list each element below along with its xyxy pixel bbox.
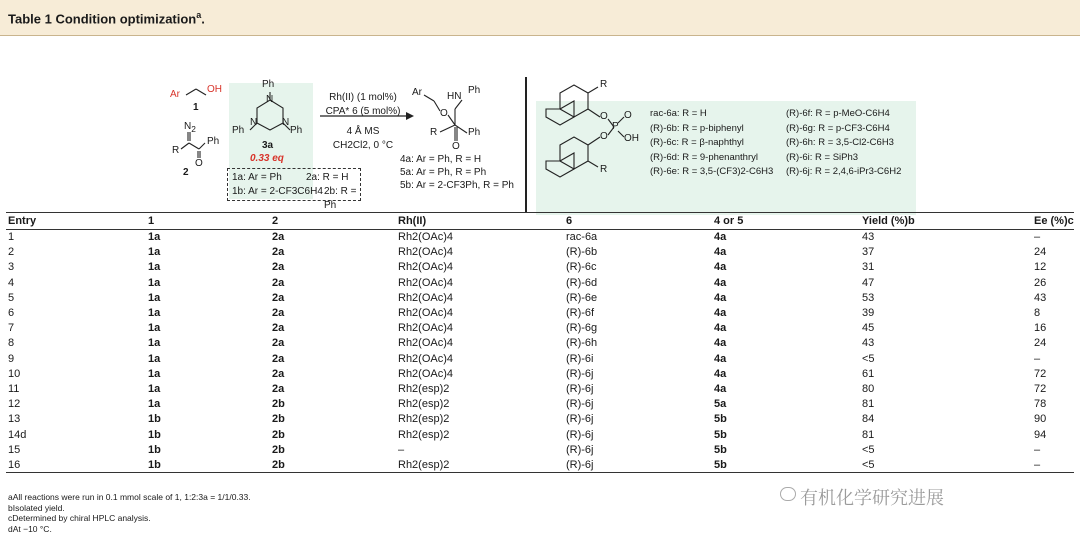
triazine-number: 3a <box>262 140 274 151</box>
table-cell: 4a <box>714 382 727 395</box>
table-cell: 2b <box>272 428 285 441</box>
table-cell: 43 <box>1034 291 1047 304</box>
table-cell: 43 <box>862 337 875 350</box>
table-cell: (R)-6f <box>566 307 595 320</box>
table-cell: Rh2(OAc)4 <box>398 322 454 335</box>
table-cell: 2a <box>272 337 285 350</box>
table-cell: <5 <box>862 443 875 456</box>
scheme-divider <box>525 77 527 213</box>
substrate-key-row-1: 1a: Ar = Ph 2a: R = H <box>232 172 349 183</box>
table-cell: 5a <box>714 398 727 411</box>
table-cell: 1a <box>148 398 161 411</box>
footnotes <box>8 492 251 534</box>
reactant-2-n2: $N_2$ <box>184 121 196 134</box>
table-cell: 37 <box>862 246 875 259</box>
cpa-r-bottom: R <box>600 164 608 175</box>
table-cell: 24 <box>1034 246 1047 259</box>
col-rh: Rh(II) <box>396 213 564 230</box>
table-cell: 43 <box>862 231 875 244</box>
table-cell: Rh2(esp)2 <box>398 398 450 411</box>
table-cell: 1b <box>148 428 161 441</box>
triazine-ph-right: Ph <box>290 125 303 136</box>
table-cell: (R)-6j <box>564 457 712 472</box>
product-ar: Ar <box>412 87 422 98</box>
table-cell: 90 <box>1034 413 1047 426</box>
footnote-b: bIsolated yield. <box>8 502 65 513</box>
cpa-variants-right: (R)-6f: R = p-MeO-C6H4 (R)-6g: R = p-CF3-C6H4 (R)-6h: R = 3,5-Cl2-C6H3 (R)-6i: R = SiPh3 (R)-6j: R = 2,4,6-iPr3-C6H2 <box>786 108 902 178</box>
table-body <box>6 230 1074 473</box>
table-cell: Rh2(esp)2 <box>398 428 450 441</box>
table-cell: 5 <box>8 291 15 304</box>
table-cell: 5b <box>714 413 727 426</box>
table-cell: (R)-6c <box>566 261 597 274</box>
table-cell: (R)-6g <box>566 322 598 335</box>
table-row <box>6 442 1074 457</box>
table-cell: 5b <box>712 457 860 472</box>
table-cell: 1a <box>148 307 161 320</box>
triazine-ph-top: Ph <box>262 79 275 90</box>
table-cell: 9 <box>8 352 15 365</box>
table-cell: Rh2(OAc)4 <box>398 367 454 380</box>
table-row <box>6 412 1074 427</box>
table-row <box>6 230 1074 245</box>
table-cell: 14d <box>8 428 27 441</box>
reaction-conditions-bottom: 4 Å MS CH2Cl2, 0 °C <box>332 126 394 151</box>
table-cell: 4 <box>8 276 15 289</box>
table-cell: 94 <box>1034 428 1047 441</box>
table-row <box>6 305 1074 320</box>
col-yield: Yield (%)b <box>860 213 1032 230</box>
table-cell: (R)-6h <box>566 337 598 350</box>
table-cell: 72 <box>1034 382 1047 395</box>
table-cell: 1a <box>148 246 161 259</box>
reactant-1-oh: OH <box>207 84 222 95</box>
reaction-conditions-top: Rh(II) (1 mol%) CPA* 6 (5 mol%) <box>325 92 401 117</box>
table-cell: (R)-6j <box>566 413 594 426</box>
table-cell: 24 <box>1034 337 1047 350</box>
table-cell: 1a <box>148 322 161 335</box>
table-title: Table 1 Condition optimization$^a$. <box>8 10 205 27</box>
table-cell: 2b <box>272 443 285 456</box>
table-cell: 1a <box>148 367 161 380</box>
reactant-2-number: 2 <box>183 167 189 178</box>
table-cell: 10 <box>8 367 21 380</box>
product-ph: Ph <box>468 85 481 96</box>
table-cell: 2b <box>272 398 285 411</box>
table-cell: 81 <box>862 428 875 441</box>
table-cell: – <box>1034 443 1041 456</box>
table-cell: (R)-6i <box>566 352 594 365</box>
table-cell: Rh2(OAc)4 <box>398 246 454 259</box>
table-cell: 4a <box>714 291 727 304</box>
table-cell: 12 <box>8 398 21 411</box>
table-cell: 2a <box>272 291 285 304</box>
table-cell: Rh2(esp)2 <box>398 382 450 395</box>
table-cell: Rh2(OAc)4 <box>398 352 454 365</box>
product-key: 4a: Ar = Ph, R = H 5a: Ar = Ph, R = Ph 5b: Ar = 2-CF3Ph, R = Ph <box>400 154 514 191</box>
table-cell: 4a <box>714 231 727 244</box>
product-o-ketone: O <box>452 141 460 152</box>
table-row <box>6 427 1074 442</box>
table-cell: 2b <box>270 457 396 472</box>
col-ee: Ee (%)c <box>1032 213 1074 230</box>
wechat-icon <box>780 487 796 501</box>
product-r: R <box>430 127 438 138</box>
reaction-scheme <box>0 37 1080 209</box>
table-cell: (R)-6j <box>566 398 594 411</box>
table-cell: 4a <box>714 337 727 350</box>
reactant-2-bonds <box>181 132 205 158</box>
table-row <box>6 366 1074 381</box>
table-cell: (R)-6b <box>566 246 598 259</box>
table-cell: 1a <box>148 291 161 304</box>
table-cell: 2 <box>8 246 15 259</box>
table-cell: 12 <box>1034 261 1047 274</box>
table-cell: Rh2(esp)2 <box>398 413 450 426</box>
table-cell: 53 <box>862 291 875 304</box>
cpa-r-top: R <box>600 79 608 90</box>
table-cell: 1a <box>148 276 161 289</box>
col-6: 6 <box>564 213 712 230</box>
table-cell: 31 <box>862 261 875 274</box>
table-cell: Rh2(OAc)4 <box>398 231 454 244</box>
table-cell: (R)-6d <box>566 276 598 289</box>
table-cell: 47 <box>862 276 875 289</box>
table-cell: Rh2(OAc)4 <box>398 276 454 289</box>
table-cell: 1 <box>8 231 15 244</box>
table-cell: – <box>1034 352 1041 365</box>
table-cell: 5b <box>714 428 727 441</box>
table-cell: (R)-6j <box>566 428 594 441</box>
table-cell: (R)-6e <box>566 291 598 304</box>
substrate-key-row-2: 1b: Ar = 2-CF3C6H4 2b: R = Ph <box>232 186 357 211</box>
table-cell: 2a <box>272 246 285 259</box>
optimization-table <box>6 212 1074 473</box>
cpa-o-lower: O <box>600 131 608 142</box>
table-cell: 2a <box>272 382 285 395</box>
reactant-2-o: O <box>195 158 203 169</box>
table-cell: Rh2(esp)2 <box>396 457 564 472</box>
footnote-d: dAt −10 °C. <box>8 523 52 534</box>
table-cell: Rh2(OAc)4 <box>398 261 454 274</box>
table-cell: – <box>398 443 405 456</box>
table-cell: 84 <box>862 413 875 426</box>
table-row <box>6 245 1074 260</box>
table-cell: 39 <box>862 307 875 320</box>
table-cell: 2a <box>272 352 285 365</box>
table-cell: 15 <box>8 443 21 456</box>
cpa-p: P <box>612 121 619 132</box>
table-cell: 81 <box>862 398 875 411</box>
table-cell: 4a <box>714 307 727 320</box>
table-cell: 4a <box>714 352 727 365</box>
table-cell: 1b <box>148 443 161 456</box>
table-cell: 2b <box>272 413 285 426</box>
table-cell: 4a <box>714 246 727 259</box>
table-cell: 4a <box>714 367 727 380</box>
table-cell: Rh2(OAc)4 <box>398 337 454 350</box>
table-title-bar <box>0 0 1080 36</box>
table-cell: rac-6a <box>566 231 598 244</box>
table-cell: 2a <box>272 231 285 244</box>
table-cell: – <box>1034 231 1041 244</box>
reactant-2-ph: Ph <box>207 136 220 147</box>
footnote-c: cDetermined by chiral HPLC analysis. <box>8 513 151 523</box>
table-row <box>6 321 1074 336</box>
product-hn: HN <box>447 91 462 102</box>
reactant-2-r: R <box>172 145 180 156</box>
table-cell: 61 <box>862 367 875 380</box>
table-cell: <5 <box>862 352 875 365</box>
table-cell: 4a <box>714 261 727 274</box>
table-cell: 13 <box>8 413 21 426</box>
table-cell: 16 <box>1034 322 1047 335</box>
col-entry: Entry <box>6 213 146 230</box>
cpa-p-oxo: O <box>624 110 632 121</box>
table-cell: 1a <box>148 261 161 274</box>
col-product: 4 or 5 <box>712 213 860 230</box>
table-cell: 5b <box>714 443 727 456</box>
table-cell: (R)-6j <box>566 382 594 395</box>
substrate-key-box <box>227 168 361 211</box>
triazine-n-left: N <box>250 117 258 128</box>
triazine-ph-left: Ph <box>232 125 245 136</box>
triazine-equivalents: 0.33 eq <box>250 153 284 164</box>
col-1: 1 <box>146 213 270 230</box>
table-cell: 80 <box>862 382 875 395</box>
table-cell: 3 <box>8 261 15 274</box>
table-cell: 4a <box>714 276 727 289</box>
scheme-structures <box>0 37 1080 209</box>
table-cell: (R)-6j <box>566 367 594 380</box>
table-cell: (R)-6j <box>566 443 594 456</box>
table-cell: 45 <box>862 322 875 335</box>
table-cell: Rh2(OAc)4 <box>398 291 454 304</box>
table-cell: 4a <box>714 322 727 335</box>
triazine-n-top: N <box>266 94 274 105</box>
table-cell: 7 <box>8 322 15 335</box>
table-cell: 2a <box>272 367 285 380</box>
table-cell: 1a <box>148 337 161 350</box>
triazine-n-right: N <box>282 117 290 128</box>
table-cell: 1a <box>148 382 161 395</box>
table-cell: 11 <box>8 382 20 395</box>
product-o: O <box>440 108 448 119</box>
table-row <box>6 351 1074 366</box>
table-cell: 72 <box>1034 367 1047 380</box>
table-cell: – <box>1032 457 1074 472</box>
cpa-variants-left: rac-6a: R = H (R)-6b: R = p-biphenyl (R)-6c: R = β-naphthyl (R)-6d: R = 9-phenanthryl (R)-6e: R = 3,5-(CF3)2-C6H3 <box>650 108 774 178</box>
table-row <box>6 336 1074 351</box>
reactant-1-bonds <box>186 89 206 95</box>
table-cell: 1b <box>146 457 270 472</box>
cpa-o-upper: O <box>600 111 608 122</box>
reactant-1-ar: Ar <box>170 89 180 100</box>
table-cell: <5 <box>860 457 1032 472</box>
table-row <box>6 290 1074 305</box>
table-cell: 26 <box>1034 276 1047 289</box>
table-row <box>6 457 1074 472</box>
reactant-1-number: 1 <box>193 102 199 113</box>
table-row <box>6 381 1074 396</box>
cpa-oh: OH <box>624 133 639 144</box>
table-cell: Rh2(OAc)4 <box>398 307 454 320</box>
table-header-row <box>6 213 1074 230</box>
table-cell: 78 <box>1034 398 1047 411</box>
table-row <box>6 397 1074 412</box>
table-row <box>6 275 1074 290</box>
table-cell: 2a <box>272 322 285 335</box>
product-ph-ketone: Ph <box>468 127 481 138</box>
table-cell: 8 <box>1034 307 1041 320</box>
table-cell: 8 <box>8 337 15 350</box>
table-cell: 1a <box>148 231 161 244</box>
table-cell: 6 <box>8 307 15 320</box>
table-row <box>6 260 1074 275</box>
table-cell: 16 <box>6 457 146 472</box>
footnote-a: aAll reactions were run in 0.1 mmol scale of 1, 1:2:3a = 1/1/0.33. <box>8 492 251 502</box>
table-cell: 1b <box>148 413 161 426</box>
watermark: 有机化学研究进展 <box>800 488 944 508</box>
table-cell: 2a <box>272 307 285 320</box>
table-cell: 2a <box>272 261 285 274</box>
col-2: 2 <box>270 213 396 230</box>
table-cell: 2a <box>272 276 285 289</box>
table-cell: 1a <box>148 352 161 365</box>
